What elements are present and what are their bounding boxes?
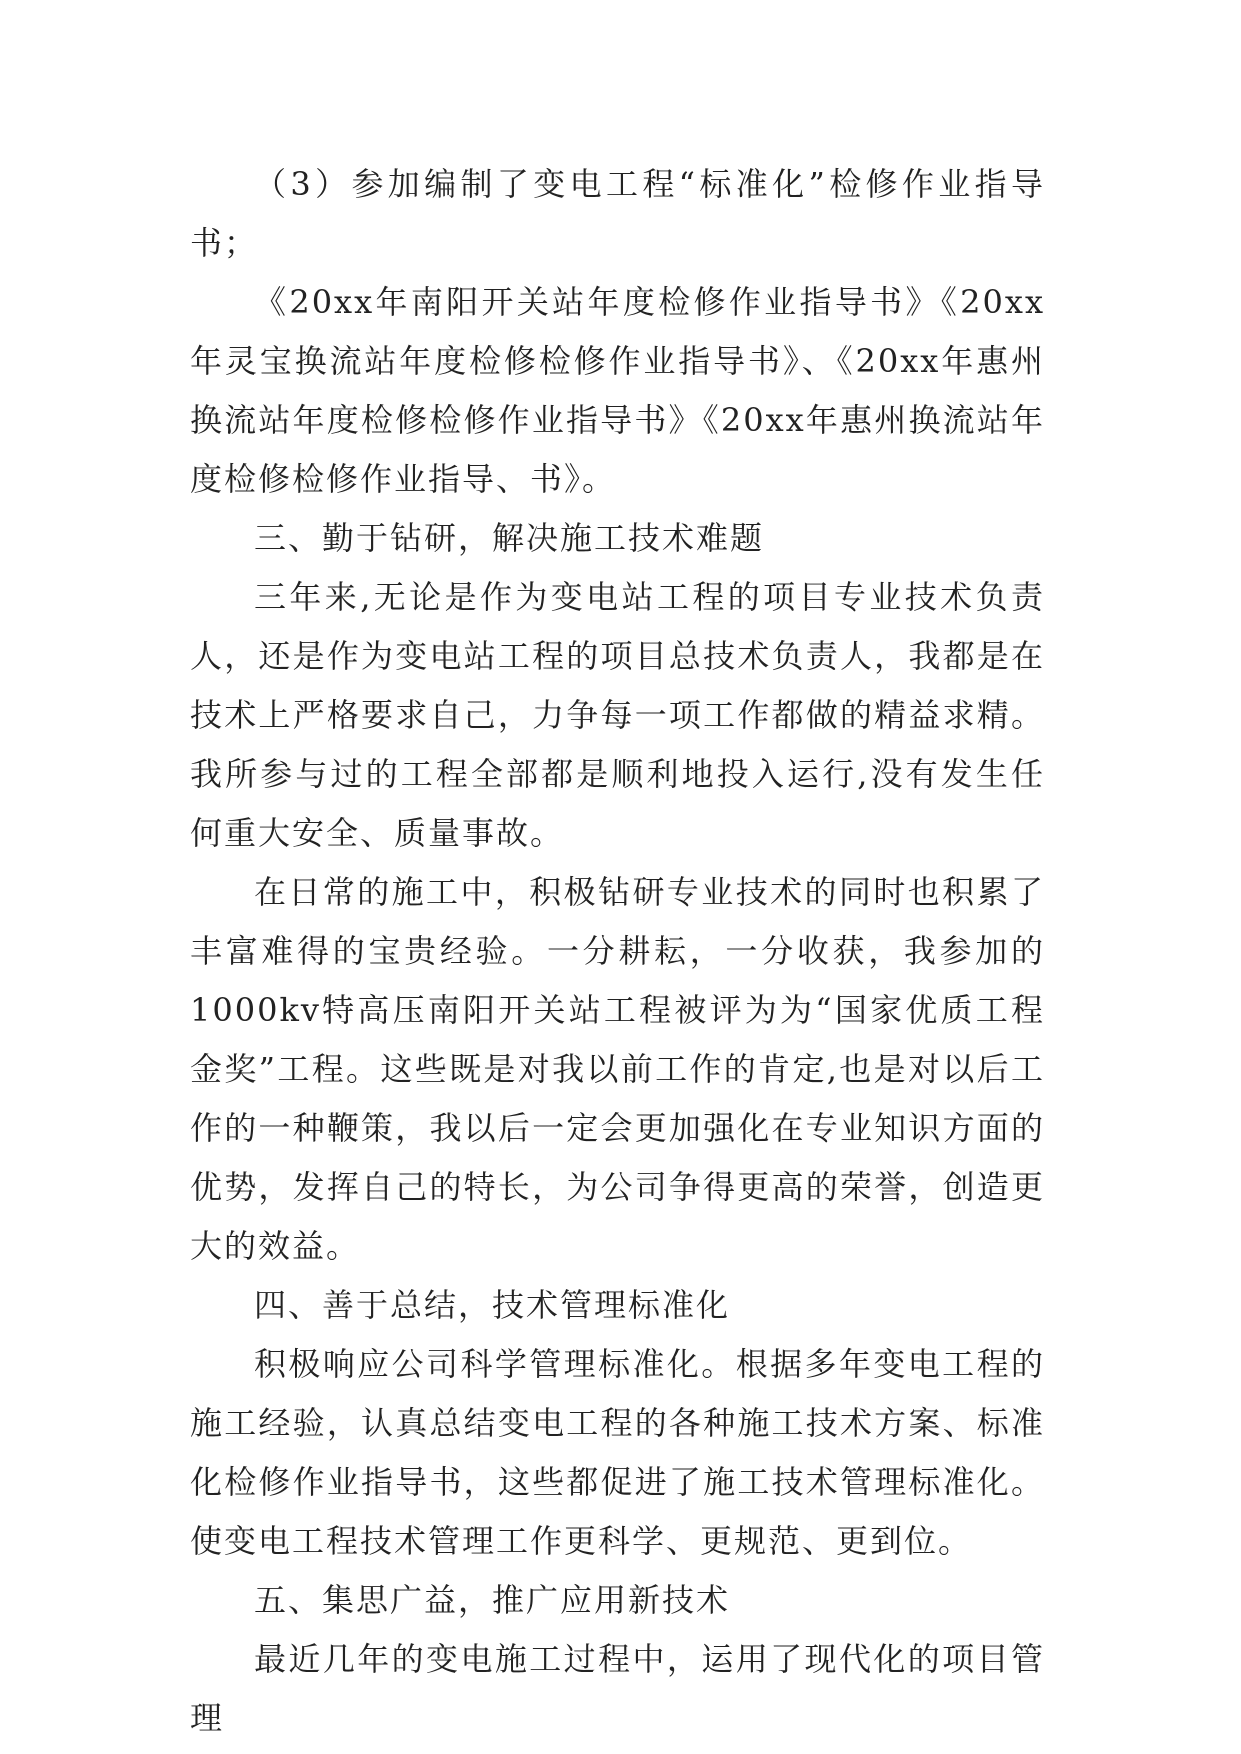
- section-heading-5: 五、集思广益，推广应用新技术: [254, 1581, 731, 1619]
- paragraph-new-technology: 最近几年的变电施工过程中，运用了现代化的项目管理: [190, 1640, 1045, 1737]
- section-heading-3: 三、勤于钻研，解决施工技术难题: [254, 519, 765, 557]
- section-heading-4: 四、善于总结，技术管理标准化: [254, 1286, 731, 1324]
- paragraph-standardization-item: （3）参加编制了变电工程“标准化”检修作业指导书；: [190, 165, 1045, 262]
- paragraph-experience: 在日常的施工中，积极钻研专业技术的同时也积累了丰富难得的宝贵经验。一分耕耘，一分收获，我参加的1000kv特高压南阳开关站工程被评为为“国家优质工程金奖”工程。这些既是对我以前工作的肯定,也是对以后工作的一种鞭策，我以后一定会更加强化在专业知识方面的优势，发挥自己的特长，为公司争得更高的荣誉，创造更大的效益。: [190, 873, 1045, 1265]
- paragraph-guidebook-list: 《20xx年南阳开关站年度检修作业指导书》《20xx年灵宝换流站年度检修检修作业指导书》、《20xx年惠州换流站年度检修检修作业指导书》《20xx年惠州换流站年度检修检修作业指导、书》。: [190, 283, 1045, 498]
- paragraph-standardization: 积极响应公司科学管理标准化。根据多年变电工程的施工经验，认真总结变电工程的各种施工技术方案、标准化检修作业指导书，这些都促进了施工技术管理标准化。使变电工程技术管理工作更科学、更规范、更到位。: [190, 1345, 1045, 1560]
- paragraph-technical-responsibility: 三年来,无论是作为变电站工程的项目专业技术负责人，还是作为变电站工程的项目总技术负责人，我都是在技术上严格要求自己，力争每一项工作都做的精益求精。我所参与过的工程全部都是顺利地投入运行,没有发生任何重大安全、质量事故。: [190, 578, 1045, 852]
- document-body: [190, 155, 1045, 1748]
